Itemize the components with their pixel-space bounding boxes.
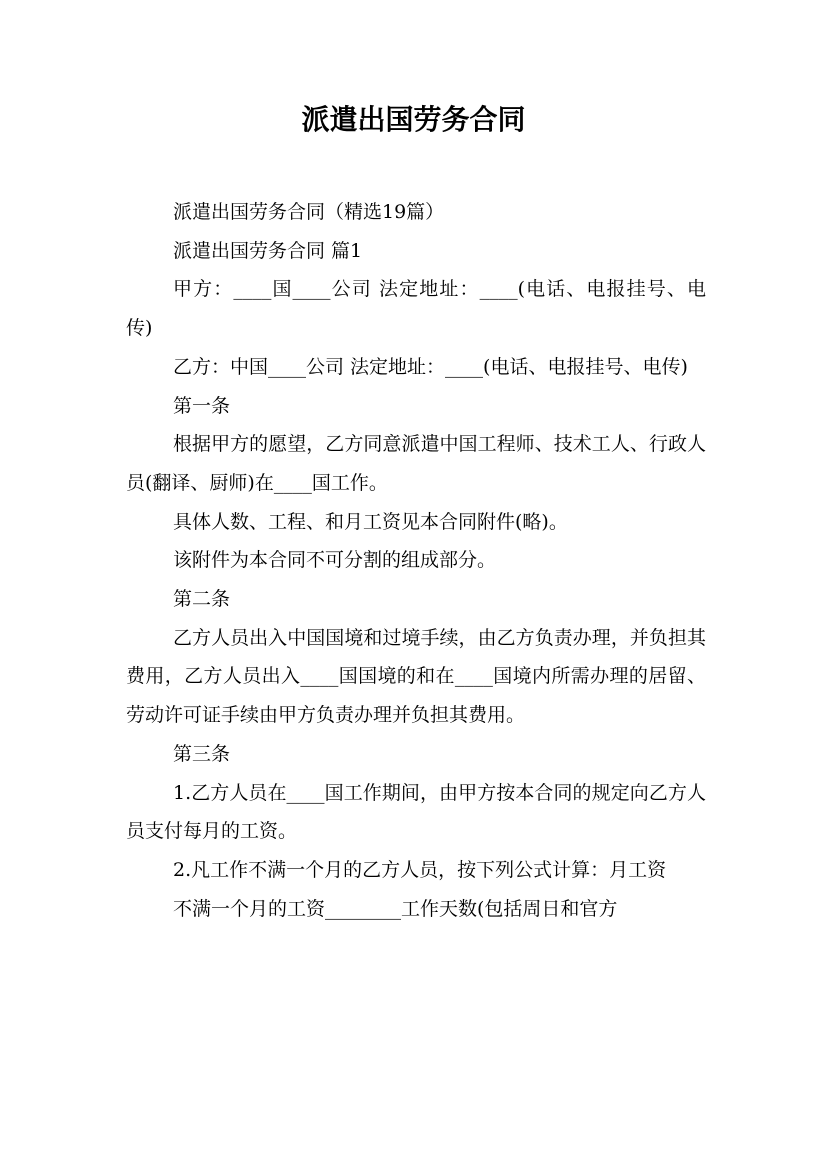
article-1-heading: 第一条 [173, 394, 231, 417]
article-1-paragraph: 具体人数、工程、和月工资见本合同附件(略)。 [173, 510, 568, 533]
article-1-paragraph: 该附件为本合同不可分割的组成部分。 [173, 549, 497, 572]
article-3-heading: 第三条 [173, 742, 231, 765]
paragraph-party-b: 乙方：中国____公司 法定地址：____(电话、电报挂号、电传) [173, 355, 688, 378]
article-2-paragraph: 乙方人员出入中国国境和过境手续，由乙方负责办理，并负担其费用，乙方人员出入____国国境的和在____国境内所需办理的居留、劳动许可证手续由甲方负责办理并负担其费用。 [126, 626, 706, 727]
document-title: 派遣出国劳务合同 [301, 103, 526, 136]
article-2-heading: 第二条 [173, 588, 231, 611]
article-3-paragraph: 2.凡工作不满一个月的乙方人员，按下列公式计算：月工资 [173, 858, 667, 881]
article-3-paragraph: 不满一个月的工资________工作天数(包括周日和官方 [173, 897, 618, 920]
paragraph-party-a: 甲方：____国____公司 法定地址：____(电话、电报挂号、电传) [126, 278, 706, 340]
article-1-paragraph: 根据甲方的愿望，乙方同意派遣中国工程师、技术工人、行政人员(翻译、厨师)在____国工作。 [126, 433, 706, 494]
document-body [126, 193, 706, 928]
paragraph-section-heading: 派遣出国劳务合同 篇1 [173, 239, 363, 262]
paragraph-subtitle: 派遣出国劳务合同（精选19篇） [173, 201, 445, 223]
article-3-paragraph: 1.乙方人员在____国工作期间，由甲方按本合同的规定向乙方人员支付每月的工资。 [126, 781, 706, 843]
